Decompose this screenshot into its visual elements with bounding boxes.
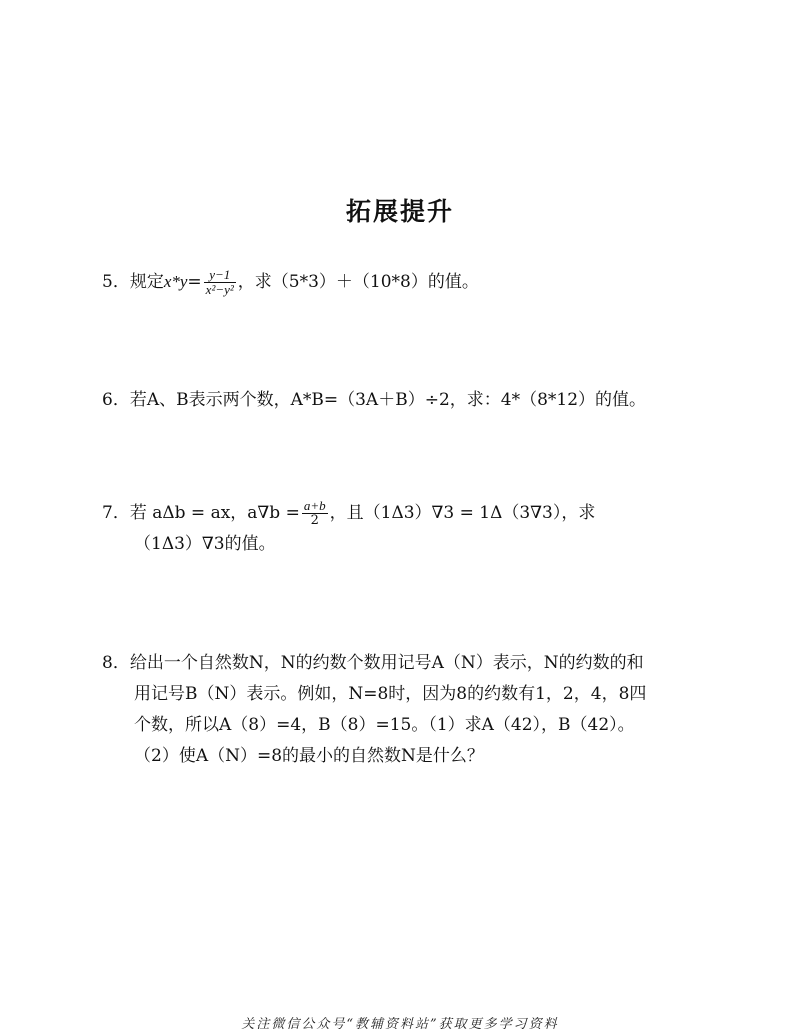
problem-number: 7． <box>102 503 130 523</box>
problem-7 <box>102 498 595 560</box>
problem-5-prefix: 规定 <box>129 272 164 292</box>
problem-7-line-1 <box>102 498 595 529</box>
problem-7-part-2: ，且（1Δ3）∇3 = 1Δ（3∇3），求 <box>329 503 596 523</box>
problem-8-line-4: （2）使A（N）=8的最小的自然数N是什么？ <box>134 746 484 766</box>
fraction-denominator: 2 <box>310 513 319 528</box>
problem-8 <box>102 648 646 772</box>
problem-5 <box>102 266 479 298</box>
problem-number: 5． <box>102 272 130 292</box>
page-title: 拓展提升 <box>345 197 454 226</box>
problem-8-line-3: 个数，所以A（8）=4，B（8）=15。（1）求A（42），B（42）。 <box>134 715 635 735</box>
fraction-numerator: y−1 <box>204 268 236 283</box>
footer-note: 关注微信公众号“教辅资料站”获取更多学习资料 <box>241 1017 559 1032</box>
fraction-denominator: x²−y² <box>205 282 234 297</box>
problem-6 <box>102 385 646 416</box>
problem-number: 8． <box>102 653 130 673</box>
fraction-numerator: a+b <box>303 498 326 513</box>
problem-5-eq: = <box>187 272 202 292</box>
problem-7-part-1: 若 aΔb = ax，a∇b = <box>129 503 300 523</box>
problem-5-lhs: x*y <box>163 272 188 291</box>
problem-number: 6． <box>102 390 130 410</box>
problem-8-line-1 <box>102 648 646 679</box>
problem-8-line-1-text: 给出一个自然数N，N的约数个数用记号A（N）表示，N的约数的和 <box>129 653 644 673</box>
problem-6-text: 若A、B表示两个数，A*B=（3A＋B）÷2，求：4*（8*12）的值。 <box>129 390 647 410</box>
problem-5-suffix: ，求（5*3）＋（10*8）的值。 <box>237 272 479 292</box>
problem-8-line-2: 用记号B（N）表示。例如，N=8时，因为8的约数有1，2，4，8四 <box>134 684 647 704</box>
problem-7-line-2: （1Δ3）∇3的值。 <box>134 534 276 554</box>
problem-7-fraction <box>302 499 328 528</box>
problem-5-fraction <box>204 268 236 297</box>
